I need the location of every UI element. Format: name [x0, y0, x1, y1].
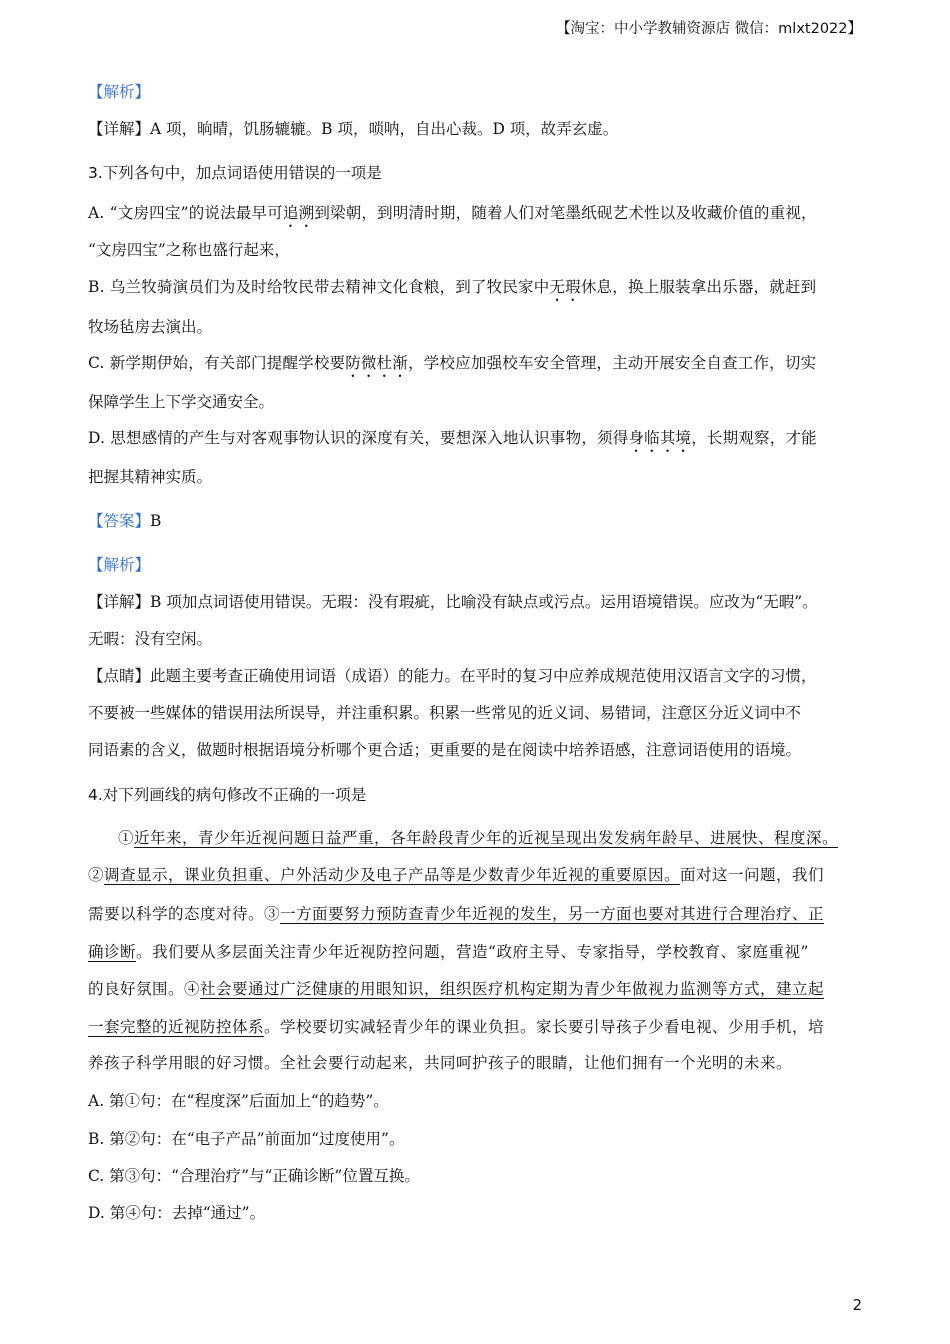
q3-b-post: 休息，换上服装拿出乐器，就赶到	[580, 278, 817, 296]
q3-b-dotted-word: 无瑕	[549, 278, 581, 296]
q3-option-b-line2: 牧场毡房去演出。	[88, 318, 213, 336]
q4-sentence-1: 近年来，青少年近视问题日益严重，各年龄段青少年的近视呈现出发发病年龄早、进展快、程度深。	[134, 829, 839, 847]
q4-passage-text: 的良好氛围。	[88, 980, 185, 998]
q4-passage-line3	[88, 902, 824, 926]
q2-analysis-tag: 【解析】	[88, 83, 151, 101]
q4-sentence-4-num: ④	[184, 980, 201, 998]
q3-detail-line1	[88, 590, 818, 614]
q3-c-post: ，学校应加强校车安全管理，主动开展安全自查工作，切实	[408, 354, 817, 372]
q2-detail-tag: 【详解】	[88, 120, 151, 138]
q4-sentence-3-cont: 确诊断	[88, 943, 137, 961]
q4-passage-line2	[88, 863, 824, 887]
q3-option-d-line2: 把握其精神实质。	[88, 468, 213, 486]
q4-passage-text: 。学校要切实减轻青少年的课业负担。家长要引导孩子少看电视、少用手机，培	[264, 1018, 825, 1036]
q4-option-b: B. 第②句：在“电子产品”前面加“过度使用”。	[88, 1130, 405, 1148]
q3-a-dotted-word: 追溯	[282, 204, 315, 222]
q3-point-line3: 同语素的含义，做题时根据语境分析哪个更合适；更重要的是在阅读中培养语感，注意词语使用的语境。	[88, 741, 802, 759]
q4-sentence-3: 一方面要努力预防查青少年近视的发生，另一方面也要对其进行合理治疗、正	[280, 905, 825, 923]
q3-option-c-line1	[88, 351, 816, 381]
q3-b-pre: B. 乌兰牧骑演员们为及时给牧民带去精神文化食粮，到了牧民家中	[88, 278, 550, 296]
q4-passage-line5	[88, 977, 824, 1001]
q4-passage-line4	[88, 940, 809, 964]
q4-sentence-3-num: ③	[264, 905, 281, 923]
q3-detail-line2: 无暇：没有空闲。	[88, 630, 213, 648]
q3-detail-text1: B 项加点词语使用错误。无瑕：没有瑕疵，比喻没有缺点或污点。运用语境错误。应改为“无暇”。	[150, 593, 818, 611]
q3-option-a-line2: “文房四宝”之称也盛行起来，	[88, 241, 290, 259]
q3-d-pre: D. 思想感情的产生与对客观事物认识的深度有关，要想深入地认识事物，须得	[88, 429, 629, 447]
q3-c-pre: C. 新学期伊始，有关部门提醒学校要	[88, 354, 346, 372]
q3-point-line1	[88, 664, 817, 688]
q4-passage-text: 面对这一问题，我们	[680, 866, 825, 884]
q4-passage-text: 。我们要从多层面关注青少年近视防控问题，营造“政府主导、专家指导，学校教育、家庭重视”	[136, 943, 809, 961]
q4-passage-line6	[88, 1015, 824, 1039]
q4-passage-line7: 养孩子科学用眼的好习惯。全社会要行动起来，共同呵护孩子的眼睛，让他们拥有一个光明的未来。	[88, 1054, 793, 1072]
q4-sentence-2: 调查显示，课业负担重、户外活动少及电子产品等是少数青少年近视的重要原因。	[104, 866, 681, 884]
q4-option-a: A. 第①句：在“程度深”后面加上“的趋势”。	[88, 1092, 389, 1110]
q3-option-a-line1	[88, 201, 817, 231]
q4-passage-line1	[118, 826, 838, 850]
q4-sentence-1-num: ①	[118, 829, 135, 847]
q3-option-b-line1	[88, 275, 816, 305]
q4-sentence-4: 社会要通过广泛健康的用眼知识，组织医疗机构定期为青少年做视力监测等方式，建立起	[200, 980, 825, 998]
q3-detail-tag: 【详解】	[88, 593, 151, 611]
q3-answer	[88, 509, 161, 533]
q3-d-post: ，长期观察，才能	[691, 429, 817, 447]
q4-sentence-4-cont: 一套完整的近视防控体系	[88, 1018, 265, 1036]
q2-detail	[88, 117, 618, 141]
page-header: 【淘宝：中小学教辅资源店 微信：mlxt2022】	[556, 21, 862, 37]
q4-passage-text: 需要以科学的态度对待。	[88, 905, 265, 923]
q3-answer-value: B	[150, 512, 162, 530]
q3-option-d-line1	[88, 426, 817, 456]
q3-point-line2: 不要被一些媒体的错误用法所误导，并注重积累。积累一些常见的近义词、易错词，注意区分近义词中不	[88, 704, 802, 722]
q2-detail-text: A 项，晌晴，饥肠辘辘。B 项，唢呐，自出心裁。D 项，故弄玄虚。	[150, 120, 619, 138]
page-number: 2	[852, 1296, 862, 1314]
q3-answer-tag: 【答案】	[88, 512, 151, 530]
q4-sentence-2-num: ②	[88, 866, 105, 884]
q3-point-text1: 此题主要考查正确使用词语（成语）的能力。在平时的复习中应养成规范使用汉语言文字的习惯，	[150, 667, 817, 685]
q4-option-d: D. 第④句：去掉“通过”。	[88, 1204, 266, 1222]
q3-stem: 3.下列各句中，加点词语使用错误的一项是	[88, 164, 382, 182]
q4-stem: 4.对下列画线的病句修改不正确的一项是	[88, 786, 367, 804]
q3-analysis-tag: 【解析】	[88, 556, 151, 574]
q3-d-dotted-word: 身临其境	[628, 429, 692, 447]
q3-a-post: 到梁朝，到明清时期，随着人们对笔墨纸砚艺术性以及收藏价值的重视，	[314, 204, 817, 222]
q4-option-c: C. 第③句：“合理治疗”与“正确诊断”位置互换。	[88, 1167, 420, 1185]
q3-c-dotted-word: 防微杜渐	[345, 354, 409, 372]
q3-a-pre: A. “文房四宝”的说法最早可	[88, 204, 283, 222]
q3-point-tag: 【点睛】	[88, 667, 151, 685]
q3-option-c-line2: 保障学生上下学交通安全。	[88, 393, 275, 411]
